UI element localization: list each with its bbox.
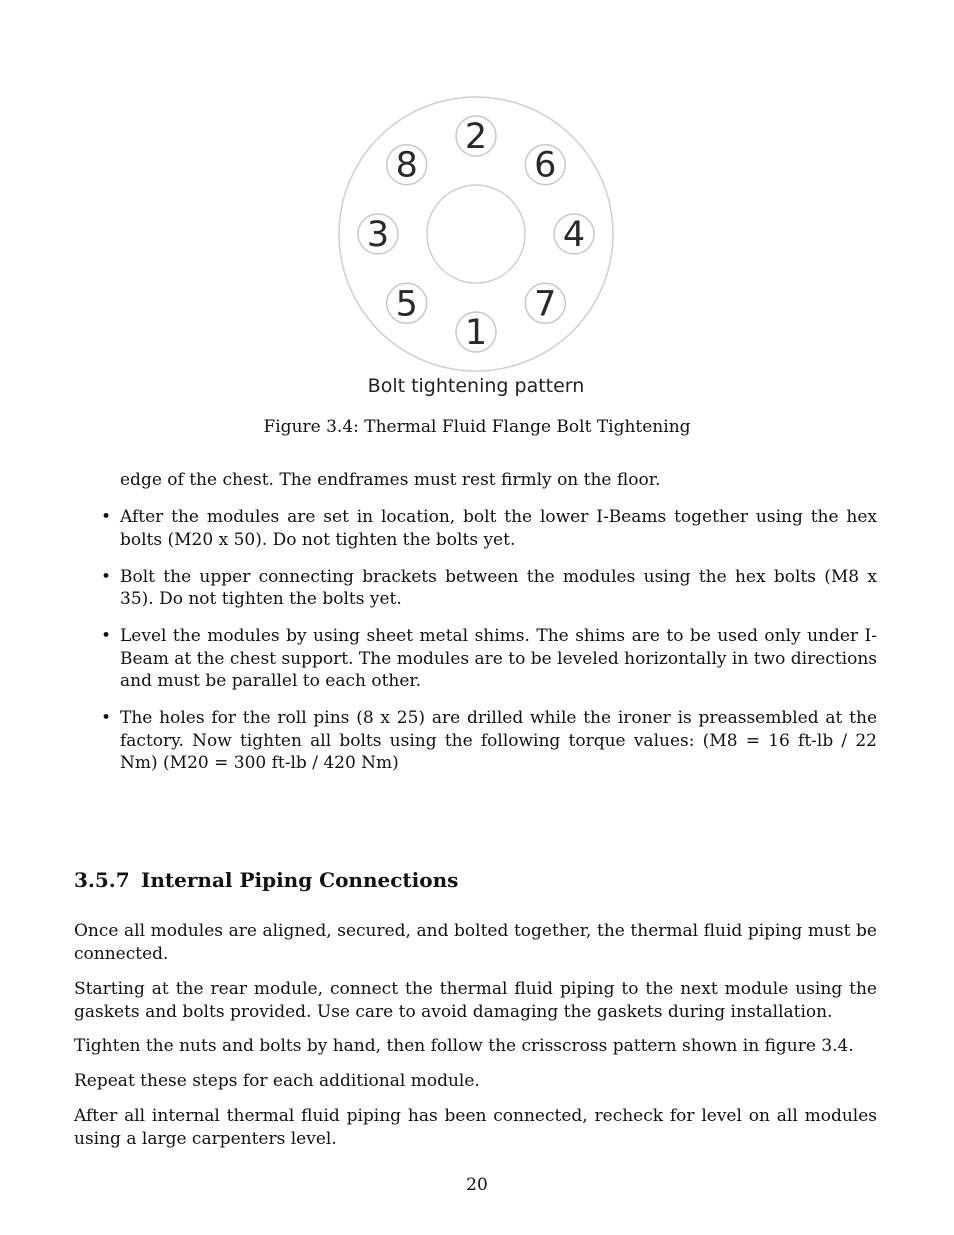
paragraph: Tighten the nuts and bolts by hand, then follow the crisscross pattern shown in figure 3.4.: [74, 1036, 854, 1056]
bolt-number: 7: [534, 284, 557, 325]
bolt-number: 3: [366, 215, 390, 255]
bullet-marker: •: [101, 708, 112, 728]
bolt-hole: [387, 145, 427, 186]
bolt-hole: [554, 214, 594, 255]
list-item: [74, 625, 877, 693]
bullet-marker: •: [101, 626, 112, 646]
bolt-number: 1: [464, 313, 488, 353]
page-number: 20: [466, 1175, 488, 1195]
bolt-hole: [525, 283, 565, 324]
bullet-list: [74, 506, 877, 789]
bolt-hole: [525, 145, 565, 186]
list-item-text: The holes for the roll pins (8 x 25) are drilled while the ironer is preassembled at the factory. Now tighten all bolts using the following torque values: (M8 = 16 ft-lb / 22 Nm) (M20 = 300 ft-lb / 420 Nm): [120, 708, 877, 773]
list-item: [74, 566, 877, 611]
list-item-text: Level the modules by using sheet metal shims. The shims are to be used only under I-Beam at the chest support. The modules are to be leveled horizontally in two directions and must be parallel to each other.: [120, 626, 877, 691]
bolt-number: 4: [562, 215, 586, 255]
bolt-hole: [456, 312, 496, 353]
bolt-number: 6: [534, 145, 557, 186]
paragraph: Once all modules are aligned, secured, and bolted together, the thermal fluid piping must be connected.: [74, 921, 877, 964]
list-item-text: Bolt the upper connecting brackets between the modules using the hex bolts (M8 x 35). Do not tighten the bolts yet.: [120, 566, 877, 609]
bullet-marker: •: [101, 566, 112, 587]
list-item: [74, 707, 877, 775]
bolt-hole: [456, 116, 496, 157]
bolt-hole: [358, 214, 398, 255]
section-title: Internal Piping Connections: [141, 868, 459, 892]
bolt-number: 2: [464, 117, 488, 157]
paragraph: Repeat these steps for each additional module.: [74, 1071, 480, 1091]
paragraph: After all internal thermal fluid piping has been connected, recheck for level on all modules using a large carpenters level.: [74, 1106, 877, 1149]
figure-caption: Figure 3.4: Thermal Fluid Flange Bolt Tightening: [263, 417, 691, 437]
figure-label: Bolt tightening pattern: [367, 375, 585, 397]
flange-center-bore: [427, 185, 525, 283]
flange-bolt-diagram: [326, 90, 626, 402]
bolt-hole: [387, 283, 427, 324]
paragraph: Starting at the rear module, connect the thermal fluid piping to the next module using the gaskets and bolts provided. Use care to avoid damaging the gaskets during installation.: [74, 979, 877, 1022]
section-heading: [74, 868, 458, 892]
section-number: 3.5.7: [74, 868, 130, 892]
list-item-text: After the modules are set in location, bolt the lower I-Beams together using the hex bolts (M20 x 50). Do not tighten the bolts yet.: [120, 507, 877, 550]
list-item: [74, 506, 877, 551]
bolt-number: 5: [395, 284, 418, 325]
bullet-marker: •: [101, 507, 112, 527]
continuation-text: edge of the chest. The endframes must rest firmly on the floor.: [120, 470, 661, 490]
bolt-number: 8: [395, 145, 418, 186]
